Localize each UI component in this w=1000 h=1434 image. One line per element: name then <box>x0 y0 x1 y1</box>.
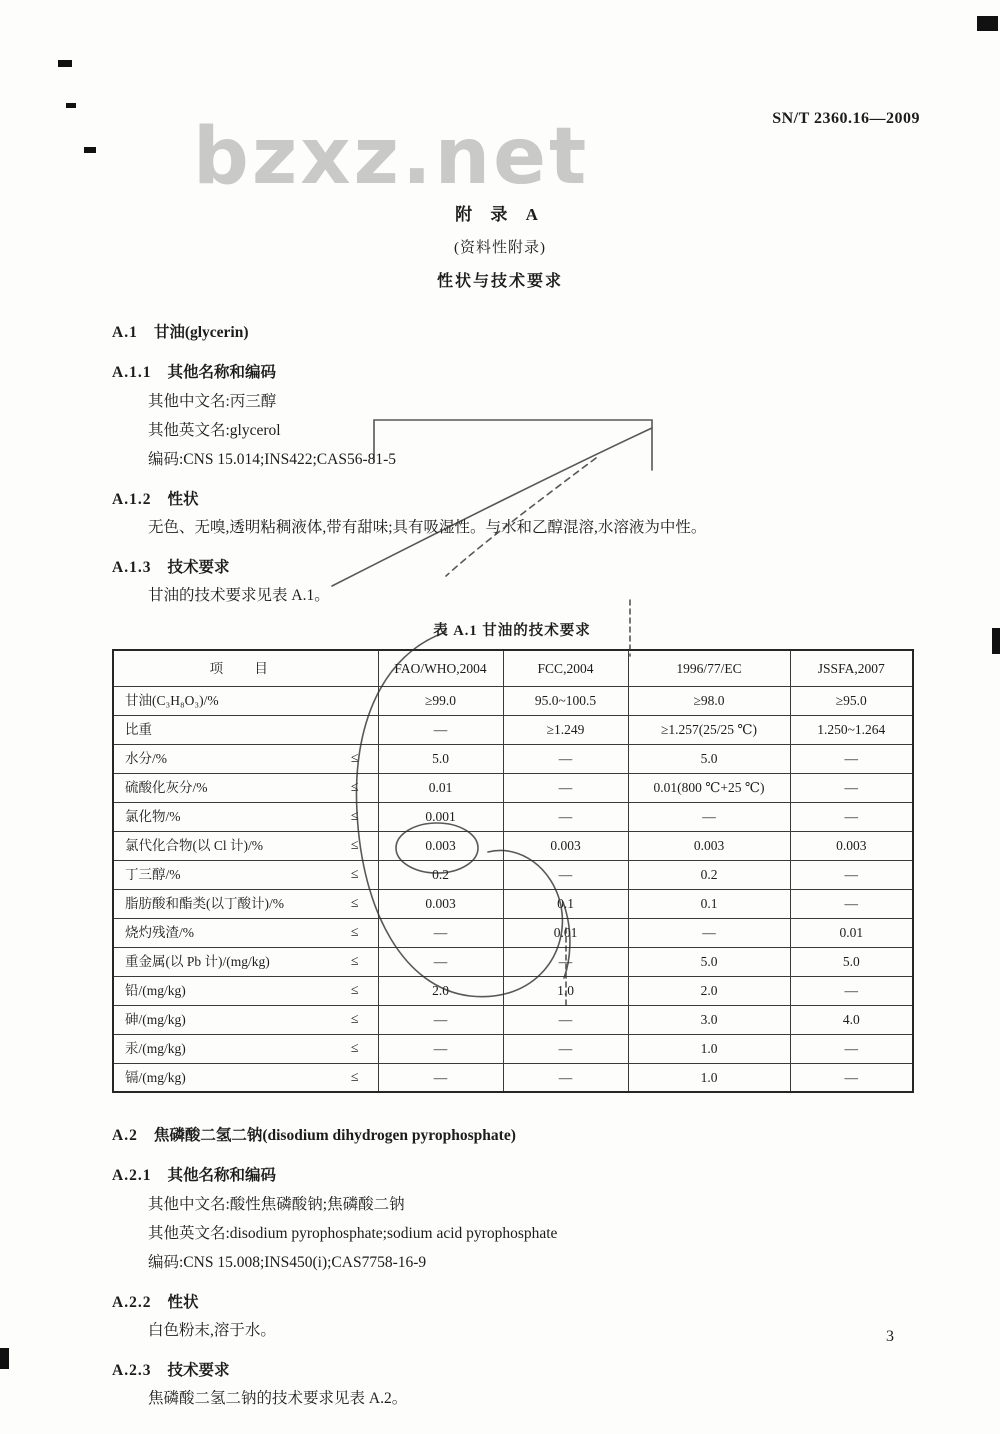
header-ec: 1996/77/EC <box>628 650 790 686</box>
table-header-row <box>113 650 913 686</box>
table-row <box>113 947 913 976</box>
appendix-heading: 性状与技术要求 <box>436 273 563 290</box>
item-name: 烧灼残渣/% <box>125 925 194 940</box>
table-row <box>113 831 913 860</box>
item-name: 汞/(mg/kg) <box>125 1041 186 1056</box>
cell-fao: — <box>378 947 503 976</box>
cell-fcc: — <box>503 802 628 831</box>
heading-a2-2 <box>112 1292 912 1313</box>
item-name: 镉/(mg/kg) <box>125 1069 186 1085</box>
cell-ec: 0.003 <box>628 831 790 860</box>
doc-code: SN/T 2360.16—2009 <box>772 110 920 127</box>
cell-ec: 5.0 <box>628 947 790 976</box>
body-line: 编码:CNS 15.008;INS450(i);CAS7758-16-9 <box>148 1254 427 1271</box>
cell-fao: 0.003 <box>378 889 503 918</box>
cell-fcc: ≥1.249 <box>503 715 628 744</box>
appendix-subtitle: (资料性附录) <box>454 240 546 256</box>
cell-ec: — <box>628 802 790 831</box>
cell-jssfa: — <box>790 976 913 1005</box>
header-fao: FAO/WHO,2004 <box>378 650 503 686</box>
cell-fao: 2.0 <box>378 976 503 1005</box>
cell-fao: — <box>378 715 503 744</box>
cell-jssfa: — <box>790 860 913 889</box>
body-line: 编码:CNS 15.014;INS422;CAS56-81-5 <box>148 451 397 468</box>
heading-text: 甘油(glycerin) <box>153 324 249 341</box>
heading-a1 <box>112 322 912 343</box>
le-operator: ≤ <box>350 983 359 998</box>
item-name: 丁三醇/% <box>125 867 181 882</box>
item-name: 氯化物/% <box>125 809 181 824</box>
scan-artifact <box>977 16 998 31</box>
table-row <box>113 1005 913 1034</box>
cell-jssfa: 0.01 <box>790 918 913 947</box>
heading-text: 技术要求 <box>167 559 230 576</box>
cell-ec: 3.0 <box>628 1005 790 1034</box>
le-operator: ≤ <box>350 1012 359 1027</box>
le-operator: ≤ <box>350 751 359 766</box>
le-operator: ≤ <box>350 954 359 969</box>
cell-fcc: — <box>503 773 628 802</box>
le-operator: ≤ <box>350 838 359 853</box>
cell-fao: — <box>378 1063 503 1092</box>
le-operator: ≤ <box>350 780 359 795</box>
page-number: 3 <box>886 1328 894 1345</box>
heading-number: A.2.3 <box>112 1362 152 1379</box>
table-row <box>113 744 913 773</box>
cell-jssfa: 1.250~1.264 <box>790 715 913 744</box>
scan-artifact <box>58 60 72 67</box>
heading-text: 性状 <box>167 491 199 508</box>
table-row <box>113 860 913 889</box>
cell-fao: 0.01 <box>378 773 503 802</box>
item-name: 甘油(C₃H₈O₃)/% <box>125 693 219 708</box>
item-name: 氯代化合物(以 Cl 计)/% <box>125 838 263 853</box>
cell-ec: 5.0 <box>628 744 790 773</box>
scan-artifact <box>0 1348 9 1369</box>
table-row <box>113 773 913 802</box>
header-item: 项 目 <box>113 650 378 686</box>
cell-fcc: — <box>503 1005 628 1034</box>
heading-text: 其他名称和编码 <box>167 1167 276 1184</box>
cell-fcc: — <box>503 947 628 976</box>
cell-fcc: — <box>503 860 628 889</box>
table-row <box>113 1034 913 1063</box>
cell-jssfa: 5.0 <box>790 947 913 976</box>
cell-ec: 0.01(800 ℃+25 ℃) <box>628 773 790 802</box>
cell-fao: 5.0 <box>378 744 503 773</box>
table-row <box>113 1063 913 1092</box>
cell-fcc: — <box>503 1034 628 1063</box>
le-operator: ≤ <box>350 1069 359 1085</box>
table-caption: 表 A.1 甘油的技术要求 <box>433 623 591 639</box>
item-name: 砷/(mg/kg) <box>125 1012 186 1027</box>
cell-ec: — <box>628 918 790 947</box>
cell-fao: — <box>378 918 503 947</box>
cell-ec: 1.0 <box>628 1034 790 1063</box>
heading-a1-3 <box>112 557 912 578</box>
cell-jssfa: — <box>790 889 913 918</box>
heading-a1-2 <box>112 489 912 510</box>
cell-fao: — <box>378 1005 503 1034</box>
appendix-title: 附 录 A <box>455 205 545 224</box>
table-row <box>113 802 913 831</box>
heading-a2 <box>112 1125 912 1146</box>
heading-text: 焦磷酸二氢二钠(disodium dihydrogen pyrophosphate) <box>153 1127 516 1144</box>
table-row <box>113 918 913 947</box>
cell-ec: ≥98.0 <box>628 686 790 715</box>
cell-jssfa: 0.003 <box>790 831 913 860</box>
item-name: 脂肪酸和酯类(以丁酸计)/% <box>125 896 284 911</box>
body-paragraph: 白色粉末,溶于水。 <box>148 1322 276 1339</box>
table-row <box>113 686 913 715</box>
body-line: 其他英文名:glycerol <box>148 422 281 439</box>
cell-fcc: 0.1 <box>503 889 628 918</box>
cell-fao: 0.001 <box>378 802 503 831</box>
scan-artifact <box>84 147 96 153</box>
cell-jssfa: 4.0 <box>790 1005 913 1034</box>
cell-jssfa: — <box>790 1063 913 1092</box>
cell-fcc: — <box>503 744 628 773</box>
cell-ec: 1.0 <box>628 1063 790 1092</box>
cell-fao: ≥99.0 <box>378 686 503 715</box>
heading-number: A.1.1 <box>112 364 152 381</box>
cell-jssfa: ≥95.0 <box>790 686 913 715</box>
cell-ec: 2.0 <box>628 976 790 1005</box>
item-name: 硫酸化灰分/% <box>125 780 208 795</box>
table-row <box>113 976 913 1005</box>
heading-text: 其他名称和编码 <box>167 364 276 381</box>
body-line: 其他英文名:disodium pyrophosphate;sodium acid pyrophosphate <box>148 1225 558 1242</box>
cell-fcc: — <box>503 1063 628 1092</box>
cell-fao: — <box>378 1034 503 1063</box>
heading-text: 性状 <box>167 1294 199 1311</box>
heading-number: A.2.2 <box>112 1294 152 1311</box>
cell-ec: 0.1 <box>628 889 790 918</box>
item-name: 水分/% <box>125 751 167 766</box>
le-operator: ≤ <box>350 809 359 824</box>
le-operator: ≤ <box>350 867 359 882</box>
cell-fao: 0.003 <box>378 831 503 860</box>
scan-artifact <box>992 628 1000 654</box>
heading-a1-1 <box>112 362 912 383</box>
header-fcc: FCC,2004 <box>503 650 628 686</box>
body-paragraph: 焦磷酸二氢二钠的技术要求见表 A.2。 <box>148 1390 408 1407</box>
heading-a2-3 <box>112 1360 912 1381</box>
body-line: 其他中文名:酸性焦磷酸钠;焦磷酸二钠 <box>148 1196 405 1213</box>
cell-ec: 0.2 <box>628 860 790 889</box>
item-name: 重金属(以 Pb 计)/(mg/kg) <box>125 954 270 969</box>
body-line: 其他中文名:丙三醇 <box>148 393 277 410</box>
cell-jssfa: — <box>790 773 913 802</box>
heading-number: A.2 <box>112 1127 138 1144</box>
heading-number: A.1.3 <box>112 559 152 576</box>
cell-fcc: 0.01 <box>503 918 628 947</box>
heading-number: A.1 <box>112 324 138 341</box>
scan-artifact <box>66 103 76 108</box>
cell-jssfa: — <box>790 802 913 831</box>
watermark: bzxz.net <box>193 112 590 202</box>
body-paragraph: 无色、无嗅,透明粘稠液体,带有甜味;具有吸湿性。与水和乙醇混溶,水溶液为中性。 <box>148 519 707 536</box>
heading-a2-1 <box>112 1165 912 1186</box>
table-row <box>113 889 913 918</box>
item-name: 比重 <box>125 722 152 737</box>
heading-number: A.1.2 <box>112 491 152 508</box>
cell-fcc: 1.0 <box>503 976 628 1005</box>
le-operator: ≤ <box>350 925 359 940</box>
le-operator: ≤ <box>350 1041 359 1056</box>
body-paragraph: 甘油的技术要求见表 A.1。 <box>148 587 330 604</box>
le-operator: ≤ <box>350 896 359 911</box>
document-body <box>112 312 912 1409</box>
cell-fcc: 95.0~100.5 <box>503 686 628 715</box>
table-row <box>113 715 913 744</box>
cell-fcc: 0.003 <box>503 831 628 860</box>
cell-fao: 0.2 <box>378 860 503 889</box>
header-jssfa: JSSFA,2007 <box>790 650 913 686</box>
item-name: 铅/(mg/kg) <box>125 983 186 998</box>
cell-ec: ≥1.257(25/25 ℃) <box>628 715 790 744</box>
cell-jssfa: — <box>790 1034 913 1063</box>
cell-jssfa: — <box>790 744 913 773</box>
appendix-titles <box>0 200 1000 291</box>
heading-text: 技术要求 <box>167 1362 230 1379</box>
heading-number: A.2.1 <box>112 1167 152 1184</box>
table-a1 <box>112 649 914 1093</box>
